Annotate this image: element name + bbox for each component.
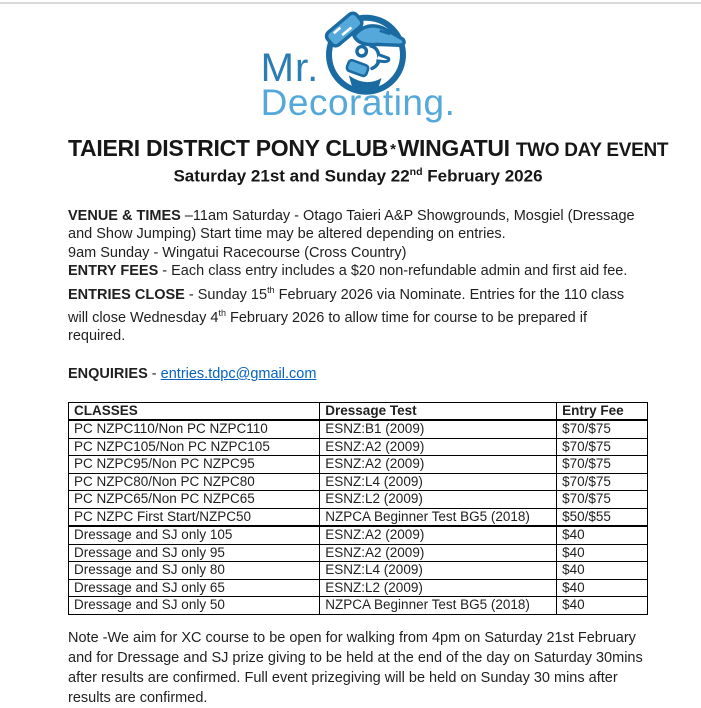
event-dates [68,166,648,187]
enquiries-separator: - [147,365,161,382]
class-cell: PC NZPC105/Non PC NZPC105 [69,438,320,456]
dressage-test-cell: ESNZ:L2 (2009) [320,579,557,597]
table-row [69,562,648,580]
entry-fee-cell: $40 [557,579,648,597]
dressage-test-cell: ESNZ:A2 (2009) [320,438,557,456]
table-row [69,544,648,562]
class-cell: Dressage and SJ only 105 [69,526,320,544]
class-cell: Dressage and SJ only 80 [69,562,320,580]
venue-times-label: VENUE & TIMES [68,207,181,224]
class-cell: PC NZPC First Start/NZPC50 [69,508,320,526]
dressage-test-cell: ESNZ:L2 (2009) [320,491,557,509]
dressage-test-cell: ESNZ:A2 (2009) [320,526,557,544]
event-title-club: TAIERI DISTRICT PONY CLUB [68,135,389,161]
entry-fees-label: ENTRY FEES [68,263,159,280]
event-dates-prefix: Saturday 21st and Sunday 22 [173,166,410,186]
classes-table [68,402,648,615]
entry-fee-cell: $70/$75 [557,420,648,438]
class-cell: Dressage and SJ only 65 [69,579,320,597]
event-title-suffix: TWO DAY EVENT [515,140,669,161]
table-row [69,579,648,597]
dressage-test-cell: ESNZ:A2 (2009) [320,456,557,474]
class-cell: PC NZPC65/Non PC NZPC65 [69,491,320,509]
sunday-venue-text: 9am Sunday - Wingatui Racecourse (Cross Country) [68,244,407,261]
event-title [68,135,669,162]
entry-fee-cell: $70/$75 [557,456,648,474]
entries-close-text-3: February 2026 to allow time for course to be prepared if required. [68,309,588,345]
event-dates-suffix: February 2026 [422,166,543,186]
close-date-superscript-1: th [267,284,275,295]
entry-fee-cell: $50/$55 [557,508,648,526]
logo-decorating-text: Decorating. [260,82,456,123]
table-row [69,526,648,544]
entries-close-text-2: February 2026 via Nominate. Entries for the 110 class will close Wednesday 4 [68,286,625,326]
class-cell: PC NZPC95/Non PC NZPC95 [69,456,320,474]
entry-fee-cell: $70/$75 [557,491,648,509]
entry-fees-text: - Each class entry includes a $20 non-refundable admin and first aid fee. [158,263,628,280]
class-cell: PC NZPC80/Non PC NZPC80 [69,473,320,491]
dressage-test-cell: NZPCA Beginner Test BG5 (2018) [320,597,557,615]
class-cell: PC NZPC110/Non PC NZPC110 [69,420,320,438]
table-row [69,491,648,509]
entry-fee-cell: $40 [557,544,648,562]
table-row [69,508,648,526]
table-row [69,473,648,491]
class-cell: Dressage and SJ only 50 [69,597,320,615]
enquiries-line [68,365,648,383]
mr-decorating-logo [261,10,456,121]
column-header-entry-fee: Entry Fee [557,402,648,420]
event-title-venue: WINGATUI [397,135,510,161]
table-row [69,597,648,615]
entry-fee-cell: $70/$75 [557,473,648,491]
column-header-dressage-test: Dressage Test [320,402,557,420]
event-info-paragraph [68,207,648,346]
logo-mr-text: Mr. [260,46,320,90]
dressage-test-cell: NZPCA Beginner Test BG5 (2018) [320,508,557,526]
column-header-classes: CLASSES [69,402,320,420]
venue-times-text: –11am Saturday - Otago Taieri A&P Showgrounds, Mosgiel (Dressage and Show Jumping) Start time may be altered depending on entries. [68,207,635,243]
enquiries-label: ENQUIRIES [68,365,148,382]
date-ordinal-superscript: nd [409,166,423,178]
dressage-test-cell: ESNZ:L4 (2009) [320,473,557,491]
event-note: Note -We aim for XC course to be open for walking from 4pm on Saturday 21st February and for Dressage and SJ prize giving to be held at the end of the day on Saturday 30mins after results are confirmed. Full event prizegiving will be held on Sunday 30 mins after results are confirmed. [68,629,643,706]
class-cell: Dressage and SJ only 95 [69,544,320,562]
enquiries-email-link[interactable]: entries.tdpc@gmail.com [160,365,317,382]
entry-fee-cell: $40 [557,562,648,580]
table-row [69,420,648,438]
table-row [69,438,648,456]
entry-fee-cell: $40 [557,526,648,544]
table-row [69,456,648,474]
dressage-test-cell: ESNZ:A2 (2009) [320,544,557,562]
entry-fee-cell: $70/$75 [557,438,648,456]
dressage-test-cell: ESNZ:L4 (2009) [320,562,557,580]
entry-fee-cell: $40 [557,597,648,615]
entries-close-text-1: - Sunday 15 [184,286,268,303]
dressage-test-cell: ESNZ:B1 (2009) [320,420,557,438]
asterisk-separator: * [390,141,396,158]
close-date-superscript-2: th [218,307,226,318]
entries-close-label: ENTRIES CLOSE [68,286,185,303]
table-header-row [69,402,648,420]
window-top-border [0,2,701,4]
